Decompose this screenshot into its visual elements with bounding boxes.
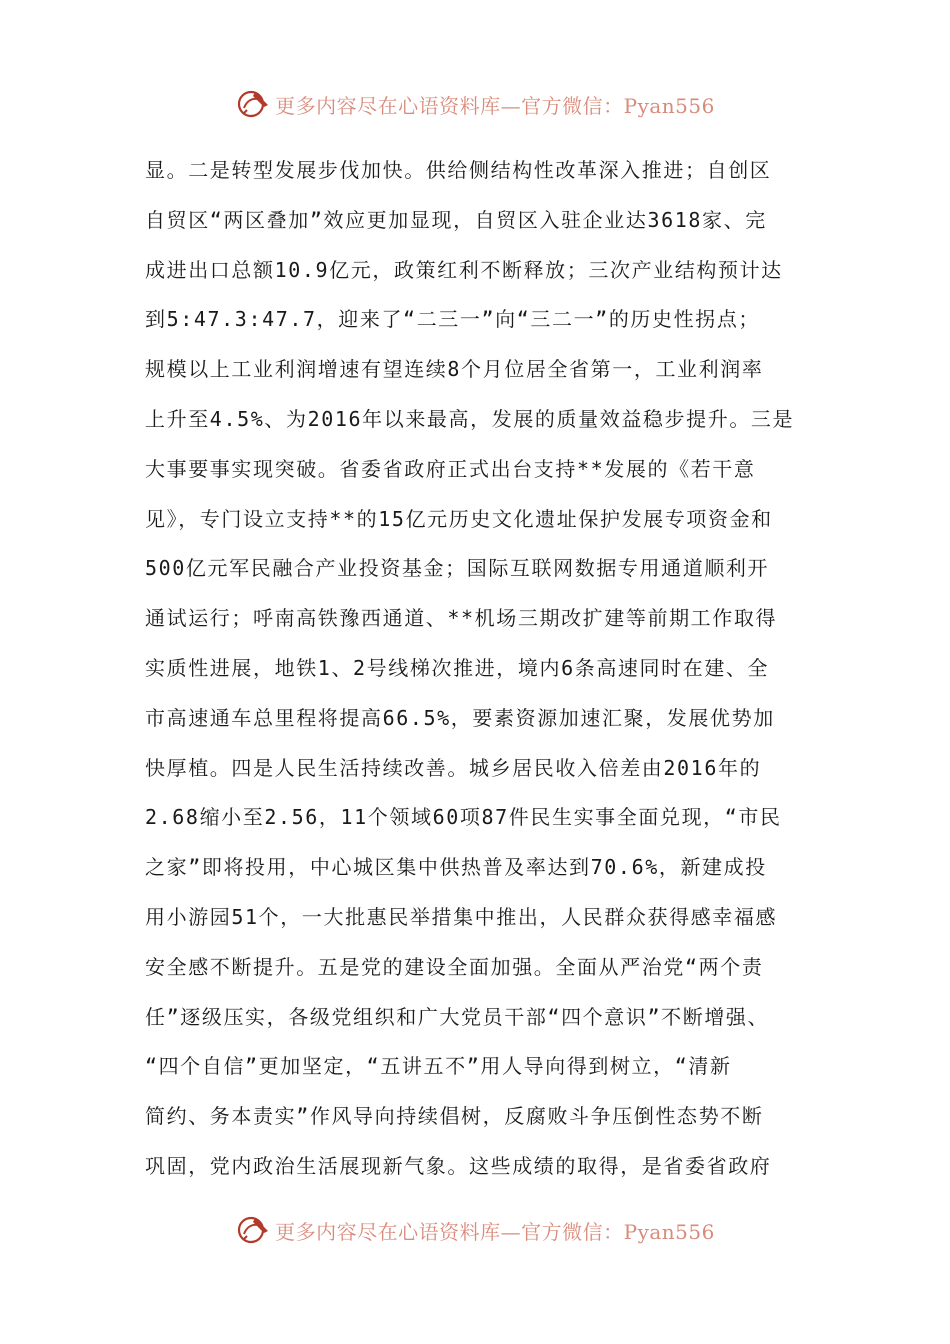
logo-icon (235, 1212, 271, 1248)
logo-icon (235, 86, 271, 122)
text-line: 简约、务本责实”作风导向持续倡树，反腐败斗争压倒性态势不断 (145, 1104, 764, 1129)
text-line: 规模以上工业利润增速有望连续8个月位居全省第一，工业利润率 (145, 357, 764, 382)
text-line: 500亿元军民融合产业投资基金；国际互联网数据专用通道顺利开 (145, 556, 770, 581)
text-line: 大事要事实现突破。省委省政府正式出台支持**发展的《若干意 (145, 456, 756, 481)
text-line: 上升至4.5%、为2016年以来最高，发展的质量效益稳步提升。三是 (145, 406, 795, 431)
text-line: 成进出口总额10.9亿元，政策红利不断释放；三次产业结构预计达 (145, 257, 783, 282)
text-line: 安全感不断提升。五是党的建设全面加强。全面从严治党“两个责 (145, 954, 764, 979)
text-line: 自贸区“两区叠加”效应更加显现，自贸区入驻企业达3618家、完 (145, 207, 767, 232)
watermark-footer (0, 1210, 950, 1250)
text-line: 通试运行；呼南高铁豫西通道、**机场三期改扩建等前期工作取得 (145, 606, 778, 631)
watermark-text: 更多内容尽在心语资料库—官方微信：Pyan556 (275, 93, 715, 118)
text-line: 用小游园51个，一大批惠民举措集中推出，人民群众获得感幸福感 (145, 904, 778, 929)
text-line: 实质性进展，地铁1、2号线梯次推进，境内6条高速同时在建、全 (145, 655, 770, 680)
text-line: 市高速通车总里程将提高66.5%，要素资源加速汇聚，发展优势加 (145, 705, 775, 730)
text-line: 到5:47.3:47.7，迎来了“二三一”向“三二一”的历史性拐点； (145, 307, 761, 332)
text-line: 任”逐级压实，各级党组织和广大党员干部“四个意识”不断增强、 (145, 1004, 770, 1029)
document-body (145, 146, 835, 1192)
text-line: 之家”即将投用，中心城区集中供热普及率达到70.6%，新建成投 (145, 855, 767, 880)
text-line: “四个自信”更加坚定，“五讲五不”用人导向得到树立，“清新 (145, 1054, 732, 1079)
text-line: 2.68缩小至2.56，11个领域60项87件民生实事全面兑现，“市民 (145, 805, 782, 830)
text-line: 见》，专门设立支持**的15亿元历史文化遗址保护发展专项资金和 (145, 506, 773, 531)
text-line: 快厚植。四是人民生活持续改善。城乡居民收入倍差由2016年的 (145, 755, 762, 780)
watermark-text: 更多内容尽在心语资料库—官方微信：Pyan556 (275, 1219, 715, 1244)
watermark-header (0, 84, 950, 124)
text-line: 巩固，党内政治生活展现新气象。这些成绩的取得，是省委省政府 (145, 1153, 772, 1178)
text-line: 显。二是转型发展步伐加快。供给侧结构性改革深入推进；自创区 (145, 158, 772, 182)
